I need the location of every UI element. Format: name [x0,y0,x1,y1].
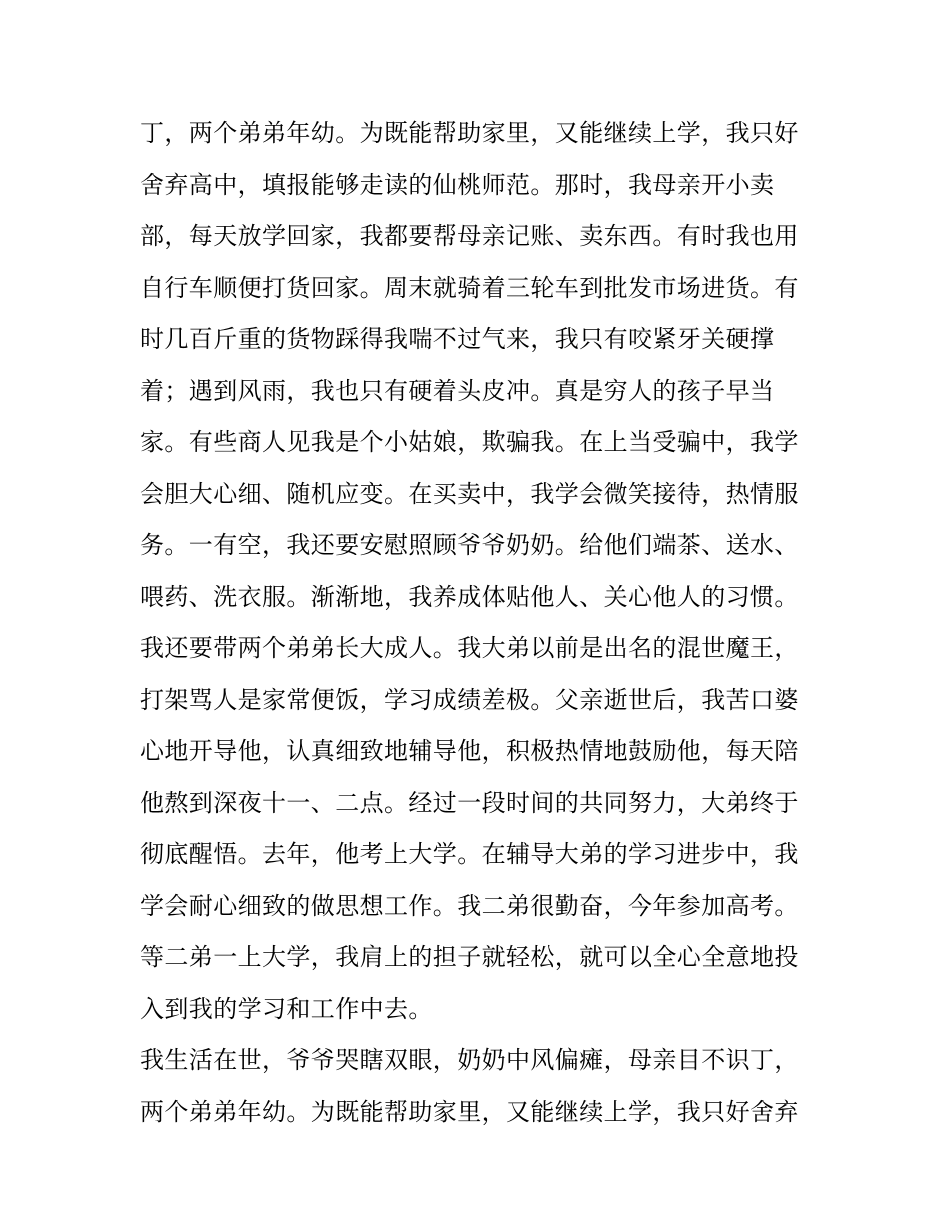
text-line: 家。有些商人见我是个小姑娘，欺骗我。在上当受骗中，我学 [140,428,799,456]
text-line: 舍弃高中，填报能够走读的仙桃师范。那时，我母亲开小卖 [140,170,775,199]
body-text [140,108,820,1138]
text-line: 打架骂人是家常便饭，学习成绩差极。父亲逝世后，我苦口婆 [140,685,799,714]
text-line: 他熬到深夜十一、二点。经过一段时间的共同努力，大弟终于 [140,788,799,817]
text-line: 我还要带两个弟弟长大成人。我大弟以前是出名的混世魔王， [140,634,799,662]
text-line: 丁，两个弟弟年幼。为既能帮助家里，又能继续上学，我只好 [140,119,799,147]
text-line: 学会耐心细致的做思想工作。我二弟很勤奋，今年参加高考。 [140,891,799,920]
text-line: 等二弟一上大学，我肩上的担子就轻松，就可以全心全意地投 [140,943,799,971]
text-line: 入到我的学习和工作中去。 [140,994,433,1023]
text-line: 我生活在世，爷爷哭瞎双眼，奶奶中风偏瘫，母亲目不识丁， [140,1046,799,1074]
text-line: 时几百斤重的货物踩得我喘不过气来，我只有咬紧牙关硬撑 [140,325,775,353]
text-line: 务。一有空，我还要安慰照顾爷爷奶奶。给他们端茶、送水、 [140,531,799,559]
text-line: 会胆大心细、随机应变。在买卖中，我学会微笑接待，热情服 [140,479,799,508]
text-line: 心地开导他，认真细致地辅导他，积极热情地鼓励他，每天陪 [140,737,799,765]
text-line: 着；遇到风雨，我也只有硬着头皮冲。真是穷人的孩子早当 [140,376,775,405]
text-line: 喂药、洗衣服。渐渐地，我养成体贴他人、关心他人的习惯。 [140,582,799,611]
text-line: 彻底醒悟。去年，他考上大学。在辅导大弟的学习进步中，我 [140,840,799,868]
text-line: 两个弟弟年幼。为既能帮助家里，又能继续上学，我只好舍弃 [140,1097,799,1126]
text-line: 部，每天放学回家，我都要帮母亲记账、卖东西。有时我也用 [140,222,799,250]
text-line: 自行车顺便打货回家。周末就骑着三轮车到批发市场进货。有 [140,273,799,302]
